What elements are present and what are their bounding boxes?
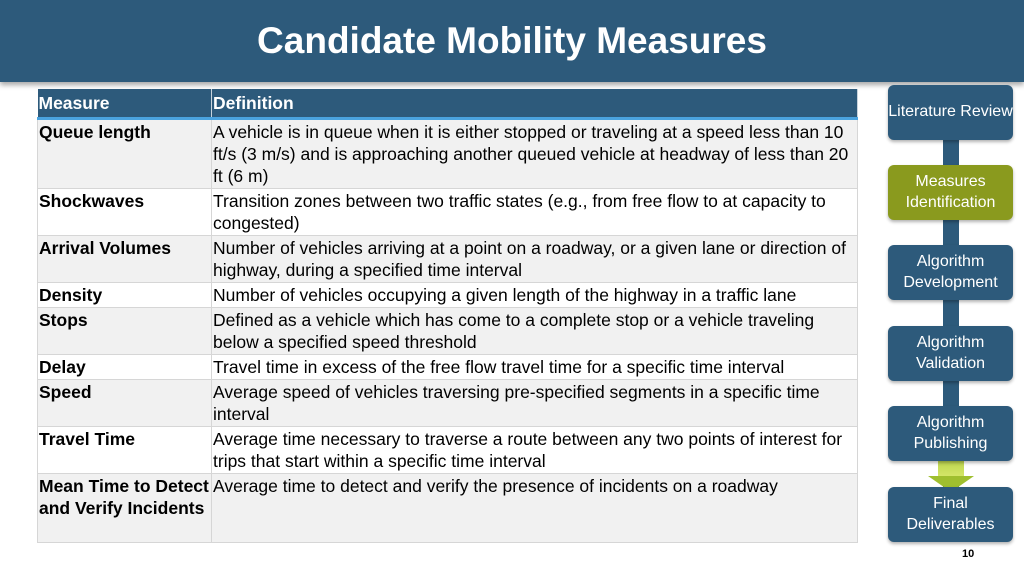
step-literature-review: Literature Review [888,85,1013,140]
measure-definition: Number of vehicles occupying a given length of the highway in a traffic lane [212,283,858,308]
step-measures-identification: Measures Identification [888,165,1013,220]
step-algorithm-publishing: Algorithm Publishing [888,406,1013,461]
table-row [38,236,858,283]
measure-term: Queue length [38,119,212,189]
table-row [38,427,858,474]
table-row [38,355,858,380]
measure-definition: Defined as a vehicle which has come to a complete stop or a vehicle traveling below a specified speed threshold [212,308,858,355]
measure-term: Shockwaves [38,189,212,236]
measure-term: Travel Time [38,427,212,474]
header-measure: Measure [38,89,212,119]
measure-definition: Average time necessary to traverse a route between any two points of interest for trips that start within a specific time interval [212,427,858,474]
process-flow [888,85,1013,545]
step-algorithm-validation: Algorithm Validation [888,326,1013,381]
title-bar [0,0,1024,82]
measure-definition: Average speed of vehicles traversing pre-specified segments in a specific time interval [212,380,858,427]
measure-term: Delay [38,355,212,380]
measure-definition: A vehicle is in queue when it is either stopped or traveling at a speed less than 10 ft/s (3 m/s) and is approaching another queued vehicle at headway of less than 20 ft (6 m) [212,119,858,189]
step-final-deliverables: Final Deliverables [888,487,1013,542]
slide-title: Candidate Mobility Measures [257,20,767,61]
table-row [38,308,858,355]
measure-term: Density [38,283,212,308]
measure-definition: Travel time in excess of the free flow travel time for a specific time interval [212,355,858,380]
table-row [38,283,858,308]
page-number: 10 [962,548,975,560]
measure-term: Stops [38,308,212,355]
table-row [38,474,858,543]
header-definition: Definition [212,89,858,119]
table-row [38,189,858,236]
table-row [38,380,858,427]
measure-definition: Number of vehicles arriving at a point on a roadway, or a given lane or direction of highway, during a specified time interval [212,236,858,283]
measures-table [37,89,858,543]
step-algorithm-development: Algorithm Development [888,245,1013,300]
measure-term: Mean Time to Detect and Verify Incidents [38,474,212,543]
table-header-row [38,89,858,119]
measure-definition: Transition zones between two traffic states (e.g., from free flow to at capacity to congested) [212,189,858,236]
measure-term: Arrival Volumes [38,236,212,283]
measure-term: Speed [38,380,212,427]
measure-definition: Average time to detect and verify the presence of incidents on a roadway [212,474,858,543]
table-row [38,119,858,189]
